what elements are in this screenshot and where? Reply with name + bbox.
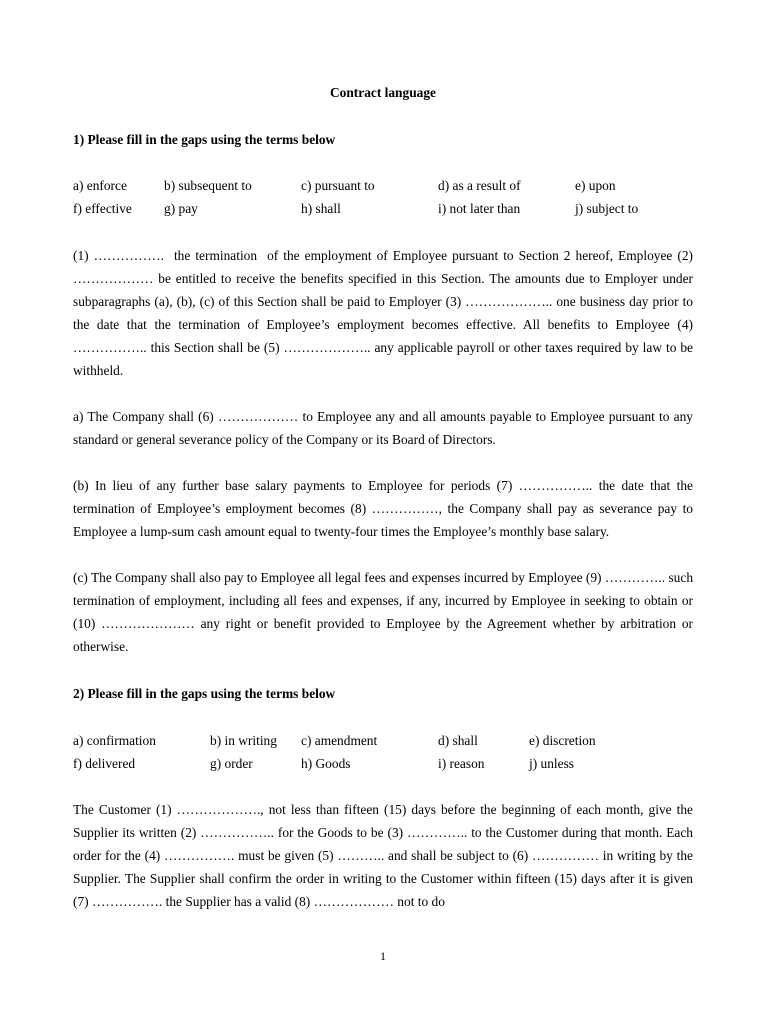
section1-paragraph-4: (c) The Company shall also pay to Employee all legal fees and expenses incurred by Employee (9) ………….. such termination of employment, including all fees and expenses, if any, incurred by Employee in seeking to obtain or (10) ………………… any right or benefit provided to Employee by the Agreement whether by arbitration or otherwise. <box>73 570 694 654</box>
section1-heading: 1) Please fill in the gaps using the terms below <box>73 132 336 147</box>
section1-paragraph-2: a) The Company shall (6) ……………… to Employee any and all amounts payable to Employee pursuant to any standard or general severance policy of the Company or its Board of Directors. <box>73 409 693 447</box>
term-item: j) subject to <box>575 201 639 216</box>
term-item: c) pursuant to <box>301 178 375 193</box>
term-item: d) as a result of <box>438 178 521 193</box>
section2-paragraph: The Customer (1) ………………., not less than fifteen (15) days before the beginning of each month, give the Supplier its written (2) …………….. for the Goods to be (3) ………….. to the Customer during that month. Each order for the (4) ……………. must be given (5) ……….. and shall be subject to (6) …………… in writing by the Supplier. The Supplier shall confirm the order in writing to the Customer within fifteen (15) days after it is given (7) ……………. the Supplier has a valid (8) ……………… not to do <box>73 802 693 909</box>
term-item: c) amendment <box>301 733 378 748</box>
section1-paragraph-1: (1) ……………. the termination of the employment of Employee pursuant to Section 2 hereof, Employee (2) ……………… be entitled to receive the benefits specified in this Section. The amounts due to Employer under subparagraphs (a), (b), (c) of this Section shall be paid to Employer (3) ……………….. one business day prior to the date that the termination of Employee’s employment becomes effective. All benefits to Employee (4) …………….. this Section shall be (5) ……………….. any applicable payroll or other taxes required by law to be withheld. <box>73 248 693 378</box>
section1-terms-row-1 <box>73 177 693 200</box>
document-title: Contract language <box>329 85 436 100</box>
term-item: j) unless <box>529 756 575 771</box>
term-item: b) subsequent to <box>164 178 252 193</box>
term-item: i) not later than <box>438 201 521 216</box>
section1-paragraph-3: (b) In lieu of any further base salary payments to Employee for periods (7) …………….. the date that the termination of Employee’s employment becomes (8) ……………, the Company shall pay as severance pay to Employee a lump-sum cash amount equal to twenty-four times the Employee’s monthly base salary. <box>73 478 693 539</box>
term-item: h) Goods <box>301 756 351 771</box>
page-number: 1 <box>380 949 386 963</box>
term-item: e) discretion <box>529 733 596 748</box>
section2-terms-row-1 <box>73 732 693 755</box>
term-item: e) upon <box>575 178 616 193</box>
term-item: f) effective <box>73 201 132 216</box>
section2-terms <box>73 732 693 778</box>
term-item: g) order <box>210 756 253 771</box>
term-item: f) delivered <box>73 756 136 771</box>
term-item: i) reason <box>438 756 485 771</box>
term-item: g) pay <box>164 201 198 216</box>
term-item: b) in writing <box>210 733 277 748</box>
term-item: a) enforce <box>73 178 127 193</box>
term-item: d) shall <box>438 733 478 748</box>
section2-terms-row-2 <box>73 755 693 778</box>
term-item: a) confirmation <box>73 733 156 748</box>
section1-terms <box>73 177 693 223</box>
section1-terms-row-2 <box>73 200 693 223</box>
section2-heading: 2) Please fill in the gaps using the terms below <box>73 686 336 701</box>
term-item: h) shall <box>301 201 341 216</box>
